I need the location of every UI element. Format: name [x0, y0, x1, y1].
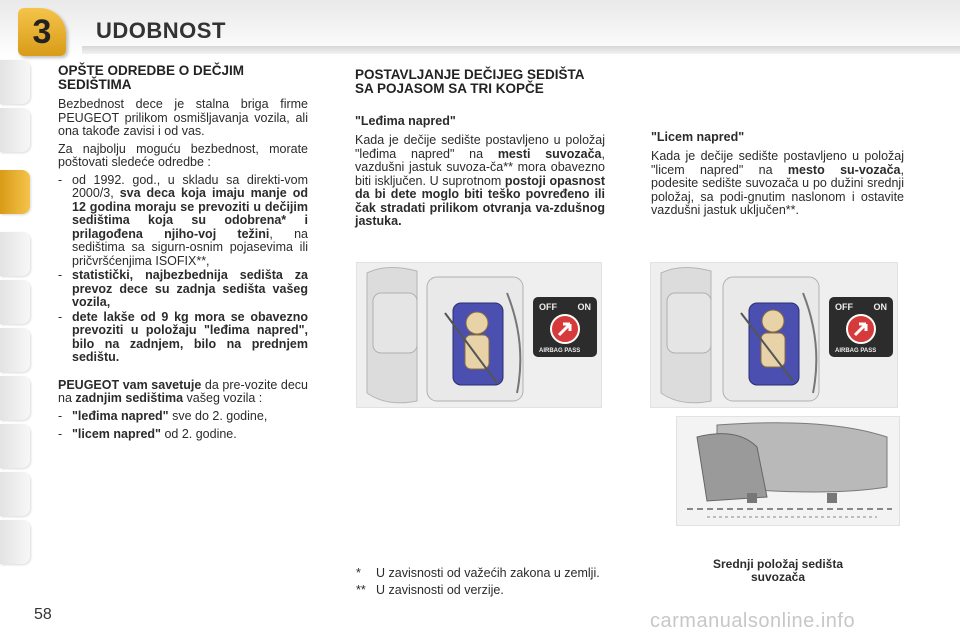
rules-intro: Za najbolju moguću bezbednost, morate poštovati sledeće odredbe : [58, 141, 308, 169]
footnote-mark: ** [356, 583, 366, 597]
forward-facing-seat-illustration [650, 262, 898, 408]
airbag-switch-arrow-icon [845, 313, 877, 345]
airbag-on-label: ON [577, 302, 591, 312]
watermark: carmanualsonline.info [650, 610, 856, 632]
airbag-pass-label: AIRBAG PASS [539, 348, 581, 354]
footnote-2 [356, 583, 606, 597]
chapter-tab-5[interactable] [0, 280, 30, 324]
header-underline [82, 46, 960, 54]
section-title-general: OPŠTE ODREDBE O DEČJIM SEDIŠTIMA [58, 63, 245, 92]
airbag-switch-panel [829, 297, 893, 357]
footnote-text: U zavisnosti od važećih zakona u zemlji. [376, 566, 600, 580]
list-item: - od 1992. god., u skladu sa direkti-vom 2000/3, sva deca koja imaju manje od 12 godina moraju se prevoziti u dečijim sedištima koja su odobrena* i prilagođena njiho-voj težini, na sedištima sa sigurn-osnim pojasevima ili pričvršćenjima ISOFIX**, [58, 172, 309, 268]
chapter-tab-8[interactable] [0, 424, 30, 468]
rear-facing-paragraph: Kada je dečije sedište postavljeno u položaj "leđima napred" na mesti suvozača, vazdušni jastuk suvoza-ča** mora obavezno biti isključen. U suprotnom postoji opasnost da bi dete moglo biti teško povređeno ili čak stradati prilikom otvranja va-zdušnog jastuka. [355, 133, 605, 228]
footnote-text: U zavisnosti od verzije. [376, 583, 504, 597]
airbag-on-label: ON [873, 302, 887, 312]
chapter-number-badge: 3 [18, 8, 66, 56]
airbag-off-label: OFF [539, 302, 557, 312]
list-item: - dete lakše od 9 kg mora se obavezno prevoziti u položaju "leđima napred", bilo na zadnjem, bilo na prednjem sedištu. [58, 309, 308, 364]
section-title-three-point-belt: POSTAVLJANJE DEČIJEG SEDIŠTA SA POJASOM SA TRI KOPČE [355, 67, 585, 96]
chapter-tab-9[interactable] [0, 472, 30, 516]
rear-facing-heading: "Leđima napred" [355, 114, 456, 128]
page-number: 58 [34, 606, 52, 623]
footnote-list [356, 566, 606, 597]
seat-rail-caption: Srednji položaj sedišta suvozača [712, 557, 844, 584]
right-column [651, 130, 904, 218]
middle-column [355, 68, 605, 229]
footnote-mark: * [356, 566, 361, 580]
airbag-switch-arrow-icon [549, 313, 581, 345]
forward-facing-paragraph: Kada je dečije sedište postavljeno u položaj "licem napred" na mesto su-vozača, podesite sedište suvozača u po dužini srednji položaj, sa podi-gnutim naslonom i ostavite vazdušni jastuk uključen**. [651, 149, 904, 217]
list-item: - "licem napred" od 2. godine. [58, 427, 237, 441]
forward-facing-heading: "Licem napred" [651, 130, 745, 144]
page-title: UDOBNOST [96, 18, 226, 43]
airbag-off-label: OFF [835, 302, 853, 312]
chapter-tab-2[interactable] [0, 108, 30, 152]
rear-facing-seat-illustration [356, 262, 602, 408]
list-item: - statistički, najbezbednija sedišta za prevoz dece su zadnja sedišta vašeg vozila, [58, 268, 308, 309]
chapter-tab-6[interactable] [0, 328, 30, 372]
footnote-1 [356, 566, 606, 580]
seat-rail-illustration [676, 416, 900, 526]
seat-side-view-icon [677, 417, 899, 525]
chapter-tab-10[interactable] [0, 520, 30, 564]
intro-paragraph: Bezbednost dece je stalna briga firme PEUGEOT prilikom osmišljavanja vozila, ali ona takođe zavisi i od vas. [58, 97, 308, 138]
airbag-pass-label: AIRBAG PASS [835, 348, 877, 354]
chapter-tab-1[interactable] [0, 60, 30, 104]
left-column [58, 64, 308, 443]
rules-list [58, 174, 308, 365]
advice-list [58, 410, 308, 442]
advice-paragraph: PEUGEOT vam savetuje da pre-vozite decu na zadnjim sedištima vašeg vozila : [58, 377, 308, 405]
chapter-tab-7[interactable] [0, 376, 30, 420]
airbag-switch-panel [533, 297, 597, 357]
list-item: - "leđima napred" sve do 2. godine, [58, 408, 268, 423]
chapter-tab-3-active[interactable] [0, 170, 30, 214]
chapter-tab-strip [0, 60, 34, 580]
chapter-tab-4[interactable] [0, 232, 30, 276]
